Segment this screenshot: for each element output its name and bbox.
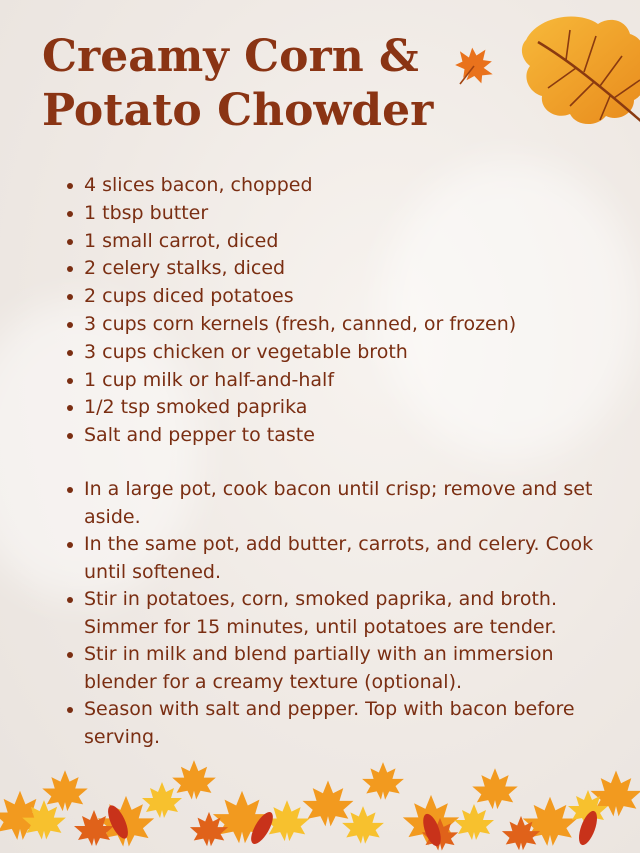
- ingredient-item: 2 celery stalks, diced: [84, 255, 604, 283]
- autumn-oak-leaf-icon: [518, 10, 640, 130]
- ingredient-item: 1/2 tsp smoked paprika: [84, 394, 604, 422]
- ingredients-list: [62, 172, 604, 450]
- ingredient-item: 1 cup milk or half-and-half: [84, 367, 604, 395]
- title-line-1: Creamy Corn &: [42, 31, 419, 82]
- ingredient-item: 3 cups chicken or vegetable broth: [84, 339, 604, 367]
- ingredient-item: 1 small carrot, diced: [84, 228, 604, 256]
- title-line-2: Potato Chowder: [42, 85, 434, 136]
- ingredient-item: 1 tbsp butter: [84, 200, 604, 228]
- ingredient-item: 4 slices bacon, chopped: [84, 172, 604, 200]
- ingredient-item: 2 cups diced potatoes: [84, 283, 604, 311]
- instructions-list: [62, 476, 604, 751]
- maple-leaf-icon: [452, 44, 496, 88]
- instruction-step: Season with salt and pepper. Top with bacon before serving.: [84, 696, 604, 751]
- instruction-step: In the same pot, add butter, carrots, and celery. Cook until softened.: [84, 531, 604, 586]
- ingredient-item: Salt and pepper to taste: [84, 422, 604, 450]
- instruction-step: Stir in milk and blend partially with an immersion blender for a creamy texture (optional).: [84, 641, 604, 696]
- recipe-title: [42, 30, 442, 138]
- autumn-leaves-border: [0, 758, 640, 853]
- instruction-step: Stir in potatoes, corn, smoked paprika, and broth. Simmer for 15 minutes, until potatoes are tender.: [84, 586, 604, 641]
- ingredient-item: 3 cups corn kernels (fresh, canned, or frozen): [84, 311, 604, 339]
- instruction-step: In a large pot, cook bacon until crisp; remove and set aside.: [84, 476, 604, 531]
